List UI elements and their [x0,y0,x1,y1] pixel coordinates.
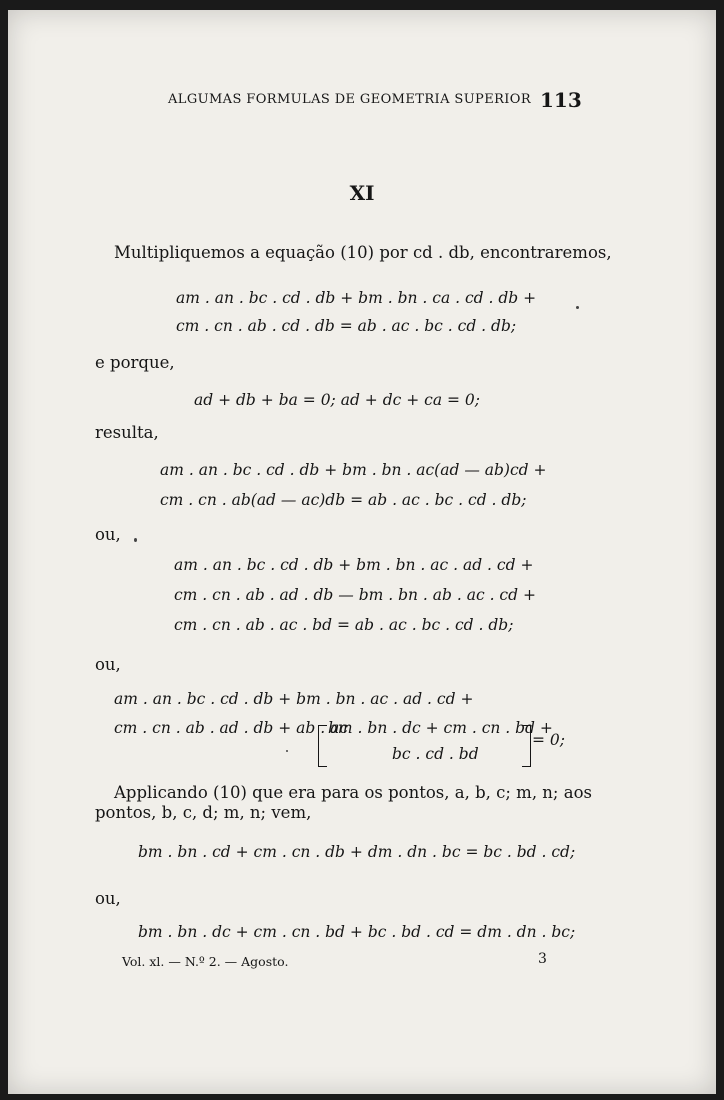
equation-5-line-2: cm . cn . ab . ad . db + ab . ac [114,719,349,737]
document-page [8,10,716,1094]
ink-speck [134,538,137,542]
right-bracket [522,725,531,767]
equation-4-line-1: am . an . bc . cd . db + bm . bn . ac . ad . cd + [174,556,534,574]
equation-3-line-2: cm . cn . ab(ad — ac)db = ab . ac . bc . cd . db; [160,491,527,509]
text-ou-1: ou, [95,525,121,544]
applicando-line-2: pontos, b, c, d; m, n; vem, [95,803,312,822]
footer-volume: Vol. xl. — N.º 2. — Agosto. [122,954,289,969]
text-resulta: resulta, [95,423,159,442]
text-ou-3: ou, [95,889,121,908]
bracket-top-line: bm . bn . dc + cm . cn . bd + [328,719,553,737]
equation-4-line-3: cm . cn . ab . ac . bd = ab . ac . bc . cd . db; [174,616,514,634]
left-bracket [318,725,327,767]
text-ou-2: ou, [95,655,121,674]
running-head: ALGUMAS FORMULAS DE GEOMETRIA SUPERIOR [168,92,532,107]
equation-3-line-1: am . an . bc . cd . db + bm . bn . ac(ad — ab)cd + [160,461,547,479]
footer-signature: 3 [538,951,547,967]
bracket-bottom-line: bc . cd . bd [392,745,479,763]
text-e-porque: e porque, [95,353,175,372]
equation-1-line-2: cm . cn . ab . cd . db = ab . ac . bc . cd . db; [176,317,517,335]
equation-5-line-1: am . an . bc . cd . db + bm . bn . ac . ad . cd + [114,690,474,708]
ink-speck [286,750,288,752]
page-number: 113 [540,88,582,112]
equation-5-suffix: = 0; [532,731,565,749]
equation-6: bm . bn . cd + cm . cn . db + dm . dn . bc = bc . bd . cd; [138,843,576,861]
equation-4-line-2: cm . cn . ab . ad . db — bm . bn . ab . ac . cd + [174,586,536,604]
equation-1-line-1: am . an . bc . cd . db + bm . bn . ca . cd . db + [176,289,537,307]
applicando-line-1: Applicando (10) que era para os pontos, a, b, c; m, n; aos [114,783,592,802]
equation-2: ad + db + ba = 0; ad + dc + ca = 0; [194,391,481,409]
ink-speck [576,306,579,309]
equation-7: bm . bn . dc + cm . cn . bd + bc . bd . cd = dm . dn . bc; [138,923,576,941]
section-title: XI [349,181,375,205]
intro-paragraph: Multipliquemos a equação (10) por cd . db, encontraremos, [114,243,612,262]
